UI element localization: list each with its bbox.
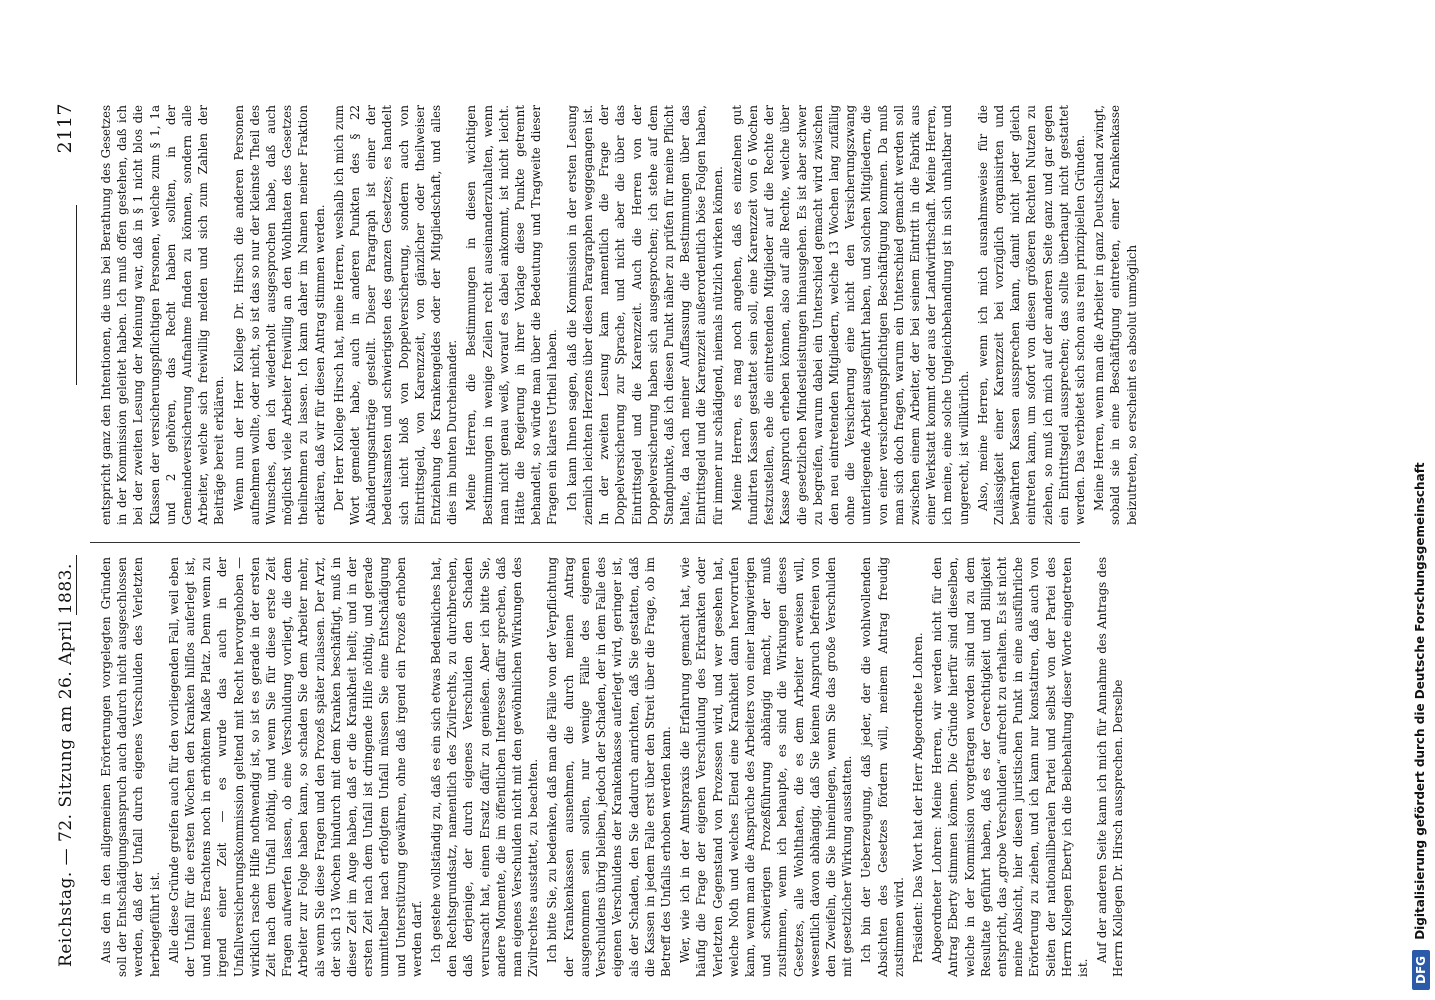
paragraph: Ich gestehe vollständig zu, daß es ein sich etwas Bedenkliches hat, den Rechtsgrundsatz, namentlich des Zivilrechts, zu durchbrechen, daß derjenige, der durch eigenes Verschulden den Schaden verursacht hat, einen Ersatz dafür zu genießen. Aber ich bitte Sie, andere Momente, die im öffentlichen Interesse dafür sprechen, daß man eigenes Verschulden nicht mit den gewöhnlichen Wirkungen des Zivilrechtes ausstattet, zu beachten. bbox=[429, 557, 541, 977]
paragraph: Wenn nun der Herr Kollege Dr. Hirsch die anderen Personen aufnehmen wollte, oder nicht, so ist das so nur der kleinste Theil des Wunsches, den ich wiederholt ausgesprochen habe, daß auch möglichst viele Arbeiter freiwillig an den Wohlthaten des Gesetzes theilnehmen zu lassen. Ich kann daher im Namen meiner Fraktion erklären, daß wir für diesen Antrag stimmen werden. bbox=[231, 105, 327, 525]
paragraph: Alle diese Gründe greifen auch für den vorliegenden Fall, weil eben der Unfall für die ersten Wochen den Kranken hilflos auferlegt ist, und meines Erachtens noch in erhöhtem Maße Platz. Denn wenn zu irgend einer Zeit — es wurde das auch in der Unfallversicherungskommission geltend mit Recht hervorgehoben — wirklich rasche Hilfe nothwendig ist, so ist es gerade in der ersten Zeit nach dem Unfall nöthig, und wenn Sie für diese erste Zeit Fragen aufwerfen lassen, ob eine Verschuldung vorliegt, die dem Arbeiter zur Folge haben kann, so schaden Sie dem Arbeiter mehr, als wenn Sie diese Fragen und den Prozeß später zulassen. Der Arzt, der sich 13 Wochen hindurch mit dem Kranken beschäftigt, muß in dieser Zeit im Auge haben, daß er die Krankheit heilt; und in der ersten Zeit nach dem Unfall ist dringende Hilfe nöthig, und gerade unmittelbar nach erfolgtem Unfall müssen Sie eine Entschädigung und Unterstützung gewähren, ohne daß irgend ein Prozeß erhoben werden darf. bbox=[166, 557, 424, 977]
scanned-document-page bbox=[50, 95, 1139, 985]
page-number: 2117 bbox=[54, 103, 76, 154]
paragraph: Ich kann Ihnen sagen, daß die Kommission in der ersten Lesung ziemlich leichten Herzens über diesen Paragraphen weggegangen ist. In der zweiten Lesung kam namentlich die Frage der Doppelversicherung zur Sprache, und nicht aber die über das Eintrittsgeld und die Karenzzeit. Auch die Herren von der Doppelversicherung haben sich ausgesprochen; ich stehe auf dem Standpunkte, daß ich diesen Punkt näher zu prüfen für meine Pflicht halte, da nach meiner Auffassung die Bestimmungen über das Eintrittsgeld und die Karenzzeit außerordentlich böse Folgen haben, für immer nur schädigend, niemals nützlich wirken können. bbox=[564, 105, 725, 525]
text-column-right bbox=[98, 105, 1139, 525]
column-divider bbox=[90, 542, 1080, 543]
paragraph: Also, meine Herren, wenn ich mich ausnahmsweise für die Zulässigkeit einer Karenzzeit bei vorzüglich organisirten und bewährten Kassen aussprechen kann, damit nicht jeder gleich eintreten kann, um sofort von diesen größeren Rechten Nutzen zu ziehen, so muß ich mich auf der anderen Seite ganz und gar gegen ein Eintrittsgeld aussprechen; das sollte überhaupt nicht gestattet werden. Das verbietet sich schon aus rein prinzipiellen Gründen. bbox=[975, 105, 1087, 525]
text-column-left bbox=[98, 557, 1126, 977]
paragraph: Meine Herren, wenn man die Arbeiter in ganz Deutschland zwingt, sobald sie in eine Beschäftigung eintreten, einer Krankenkasse beizutreten, so erscheint es absolut unmöglich bbox=[1092, 105, 1139, 525]
dfg-notice-text: Digitalisierung gefördert durch die Deutsche Forschungsgemeinschaft bbox=[1413, 462, 1427, 940]
paragraph: Ich bin der Ueberzeugung, daß jeder, der die wohlwollenden Absichten des Gesetzes fördern will, meinem Antrag freudig zustimmen wird. bbox=[859, 557, 906, 977]
dfg-funding-notice bbox=[1405, 10, 1435, 990]
header-rule bbox=[76, 555, 77, 615]
paragraph: Wer, wie ich in der Amtspraxis die Erfahrung gemacht hat, wie häufig die Frage der eigenen Verschuldung des Erkrankten oder Verletzten Gegenstand von Prozessen wird, und wer gesehen hat, welche Noth und welches Elend eine Krankheit dann hervorrufen kann, wenn man die Ansprüche des Arbeiters von einer langwierigen und schwierigen Prozeßführung abhängig macht, der muß zustimmen, wenn ich behaupte, es sind die Wirkungen dieses Gesetzes, alle Wohlthaten, die es dem Arbeiter erweisen will, wesentlich davon abhängig, daß Sie keinen Anspruch befreien von den Zweifeln, die Sie hineinlegen, wenn Sie das große Verschulden mit gesetzlicher Wirkung ausstatten. bbox=[678, 557, 855, 977]
header-rule bbox=[76, 205, 77, 385]
paragraph: Meine Herren, die Bestimmungen in diesen wichtigen Bestimmungen in wenige Zeilen recht auseinanderzuhalten, wenn man nicht genau weiß, worauf es dabei ankommt, ist nicht leicht. Hätte die Regierung in ihrer Vorlage diese Punkte getrennt behandelt, so würde man über die Bedeutung und Tragweite dieser Fragen ein klares Urtheil haben. bbox=[464, 105, 560, 525]
paragraph: Aus den in den allgemeinen Erörterungen vorgelegten Gründen soll der Entschädigungsanspruch auch dadurch nicht ausgeschlossen werden, daß der Unfall durch eigenes Verschulden des Verletzten herbeigeführt ist. bbox=[99, 557, 162, 977]
paragraph: Ich bitte Sie, zu bedenken, daß man die Fälle von der Verpflichtung der Krankenkassen ausnehmen, die durch meinen Antrag ausgenommen sein sollen, nur wenige Fälle des eigenen Verschuldens übrig bleiben, jedoch der Schaden, der in dem Falle des eigenen Verschuldens der Krankenkasse auferlegt wird, geringer ist, als der Schaden, den Sie dadurch anrichten, daß Sie gestatten, daß die Kassen in jedem Falle erst über den Streit über die Frage, ob im Betreff des Unfalls erhoben werden kann. bbox=[545, 557, 673, 977]
paragraph: entspricht ganz den Intentionen, die uns bei Berathung des Gesetzes in der Kommission geleitet haben. Ich muß offen gestehen, daß ich bei der zweiten Lesung der Meinung war, daß in § 1 nicht blos die Klassen der versicherungspflichtigen Personen, welche zum § 1, 1a und 2 gehören, das Recht haben sollten, in der Gemeindeversicherung Aufnahme finden zu können, sondern alle Arbeiter, welche sich freiwillig melden und sich zum Zahlen der Beiträge bereit erklären. bbox=[99, 105, 227, 525]
paragraph: Meine Herren, es mag noch angehen, daß es einzelnen gut fundirten Kassen gestattet sein soll, eine Karenzzeit von 6 Wochen festzustellen, ehe die eintretenden Mitglieder auf die Rechte der Kasse Anspruch erheben können, also auf alle Rechte, welche über die gesetzlichen Mindestleistungen hinausgehen. Es ist aber schwer zu begreifen, warum dabei ein Unterschied gemacht wird zwischen den neu eintretenden Mitgliedern, welche 13 Wochen lang zufällig ohne die Versicherung eine nicht den Versicherungszwang unterliegende Arbeit ausgeführt haben, und solchen Mitgliedern, die von einer versicherungspflichtigen Beschäftigung kommen. Da muß man sich doch fragen, warum ein Unterschied gemacht werden soll zwischen einem Arbeiter, der bei seinem Eintritt in die Fabrik aus einer Werkstatt kommt oder aus der Landwirthschaft. Meine Herren, ich meine, eine solche Ungleichbehandlung ist in sich unhaltbar und ungerecht, ist willkürlich. bbox=[729, 105, 971, 525]
speaker-paragraph: Abgeordneter Lohren: Meine Herren, wir werden nicht für den Antrag Eberty stimmen können. Die Gründe hierfür sind dieselben, welche in der Kommission vorgetragen worden sind und zu dem Resultate geführt haben, daß es der Gerechtigkeit und Billigkeit entspricht, das „grobe Verschulden“ aufrecht zu erhalten. Es ist nicht meine Absicht, hier diesen juristischen Punkt in eine ausführliche Erörterung zu ziehen, und ich kann nur konstatiren, daß auch von Seiten der nationalliberalen Partei und selbst von der Partei des Herrn Kollegen Eberty ich die Beibehaltung dieser Worte eingetreten ist. bbox=[930, 557, 1090, 977]
paragraph: Der Herr Kollege Hirsch hat, meine Herren, weshalb ich mich zum Wort gemeldet habe, auch in anderen Punkten des § 22 Abänderungsanträge gestellt. Dieser Paragraph ist einer der bedeutsamsten und schwierigsten des ganzen Gesetzes; es handelt sich nicht bloß von Doppelversicherung, sondern auch von Eintrittsgeld, von Karenzzeit, von gänzlicher oder theilweiser Entziehung des Krankengeldes oder der Mitgliedschaft, und alles dies im bunten Durcheinander. bbox=[331, 105, 460, 525]
page-header bbox=[50, 95, 80, 985]
dfg-logo: DFG bbox=[1412, 950, 1430, 990]
page-header-title: Reichstag. — 72. Sitzung am 26. April 1883. bbox=[56, 563, 76, 967]
paragraph: Auf der anderen Seite kann ich mich für Annahme des Antrags des Herrn Kollegen Dr. Hirsch aussprechen. Derselbe bbox=[1095, 557, 1126, 977]
speaker-paragraph: Präsident: Das Wort hat der Herr Abgeordnete Lohren. bbox=[910, 632, 925, 963]
